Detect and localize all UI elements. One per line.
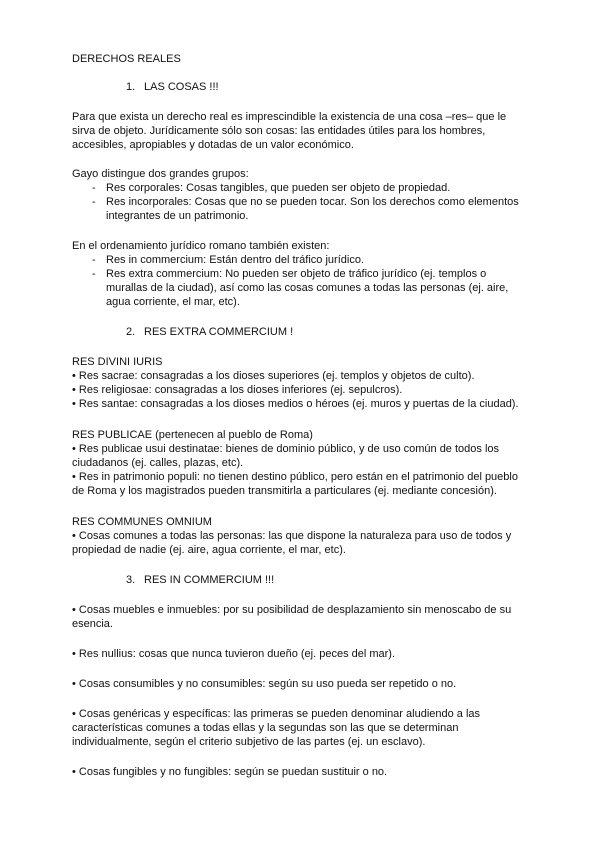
bullet-line: propiedad de nadie (ej. aire, agua corriente, el mar, etc). [72,544,346,556]
list-item [92,195,519,209]
section-2-number: 2. [126,326,136,338]
bullet-line: • Res santae: consagradas a los dioses medios o héroes (ej. muros y puertas de la ciudad). [72,398,519,410]
bullet-line: • Cosas comunes a todas las personas: las que dispone la naturaleza para uso de todos y [72,530,512,542]
gayo-intro: Gayo distingue dos grandes grupos: [72,168,249,180]
section-1-title: LAS COSAS !!! [144,81,219,93]
list-item-text: Res extra commercium: No pueden ser objeto de tráfico jurídico (ej. templos o [106,268,487,280]
subheading-divini: RES DIVINI IURIS [72,356,163,368]
paragraph-line: Para que exista un derecho real es imprescindible la existencia de una cosa –res– que le [72,111,507,123]
bullet-line: individualmente, según el criterio subjetivo de las partes (ej. un esclavo). [72,736,426,748]
dash-marker: - [92,196,96,208]
bullet-line: esencia. [72,618,113,630]
list-item-continuation: murallas de la ciudad), así como las cosas comunes a todas las personas (ej. aire, [106,282,509,294]
document-title: DERECHOS REALES [72,53,181,65]
bullet-line: ciudadanos (ej. calles, plazas, etc). [72,457,244,469]
list-item-text: Res in commercium: Están dentro del tráfico jurídico. [106,254,364,266]
bullet-line: • Res religiosae: consagradas a los dioses inferiores (ej. sepulcros). [72,384,403,396]
bullet-line: características comunes a todas ellas y la segundas son las que se determinan [72,722,459,734]
dash-marker: - [92,254,96,266]
dash-marker: - [92,182,96,194]
list-item-text: Res incorporales: Cosas que no se pueden tocar. Son los derechos como elementos [106,196,519,208]
list-item [92,181,450,195]
bullet-line: • Cosas fungibles y no fungibles: según se puedan sustituir o no. [72,766,388,778]
bullet-line: • Res nullius: cosas que nunca tuvieron dueño (ej. peces del mar). [72,648,396,660]
section-1-number: 1. [126,81,136,93]
bullet-line: • Res publicae usui destinatae: bienes de dominio público, y de uso común de todos los [72,443,500,455]
list-item-text: Res corporales: Cosas tangibles, que pueden ser objeto de propiedad. [106,182,451,194]
bullet-line: • Res sacrae: consagradas a los dioses superiores (ej. templos y objetos de culto). [72,370,475,382]
bullet-line: de Roma y los magistrados pueden transmitirla a particulares (ej. mediante concesión). [72,485,497,497]
roman-intro: En el ordenamiento jurídico romano también existen: [72,240,330,252]
bullet-line: • Cosas muebles e inmuebles: por su posibilidad de desplazamiento sin menoscabo de su [72,604,512,616]
section-1-heading [126,80,219,94]
bullet-line: • Cosas consumibles y no consumibles: según su uso pueda ser repetido o no. [72,678,457,690]
section-3-title: RES IN COMMERCIUM !!! [144,574,275,586]
subheading-publicae: RES PUBLICAE (pertenecen al pueblo de Roma) [72,429,313,441]
bullet-line: • Cosas genéricas y específicas: las primeras se pueden denominar aludiendo a las [72,708,481,720]
subheading-communes: RES COMMUNES OMNIUM [72,516,212,528]
section-2-title: RES EXTRA COMMERCIUM ! [144,326,294,338]
list-item [92,253,364,267]
bullet-line: • Res in patrimonio populi: no tienen destino público, pero están en el patrimonio del pueblo [72,471,518,483]
list-item-continuation: integrantes de un patrimonio. [106,210,249,222]
section-3-heading [126,573,274,587]
paragraph-line: accesibles, apropiables y dotadas de un valor económico. [72,139,354,151]
section-2-heading [126,325,293,339]
list-item-continuation: agua corriente, el mar, etc). [106,296,240,308]
section-3-number: 3. [126,574,136,586]
dash-marker: - [92,268,96,280]
list-item [92,267,486,281]
paragraph-line: sirva de objeto. Jurídicamente sólo son cosas: las entidades útiles para los hombres, [72,125,486,137]
